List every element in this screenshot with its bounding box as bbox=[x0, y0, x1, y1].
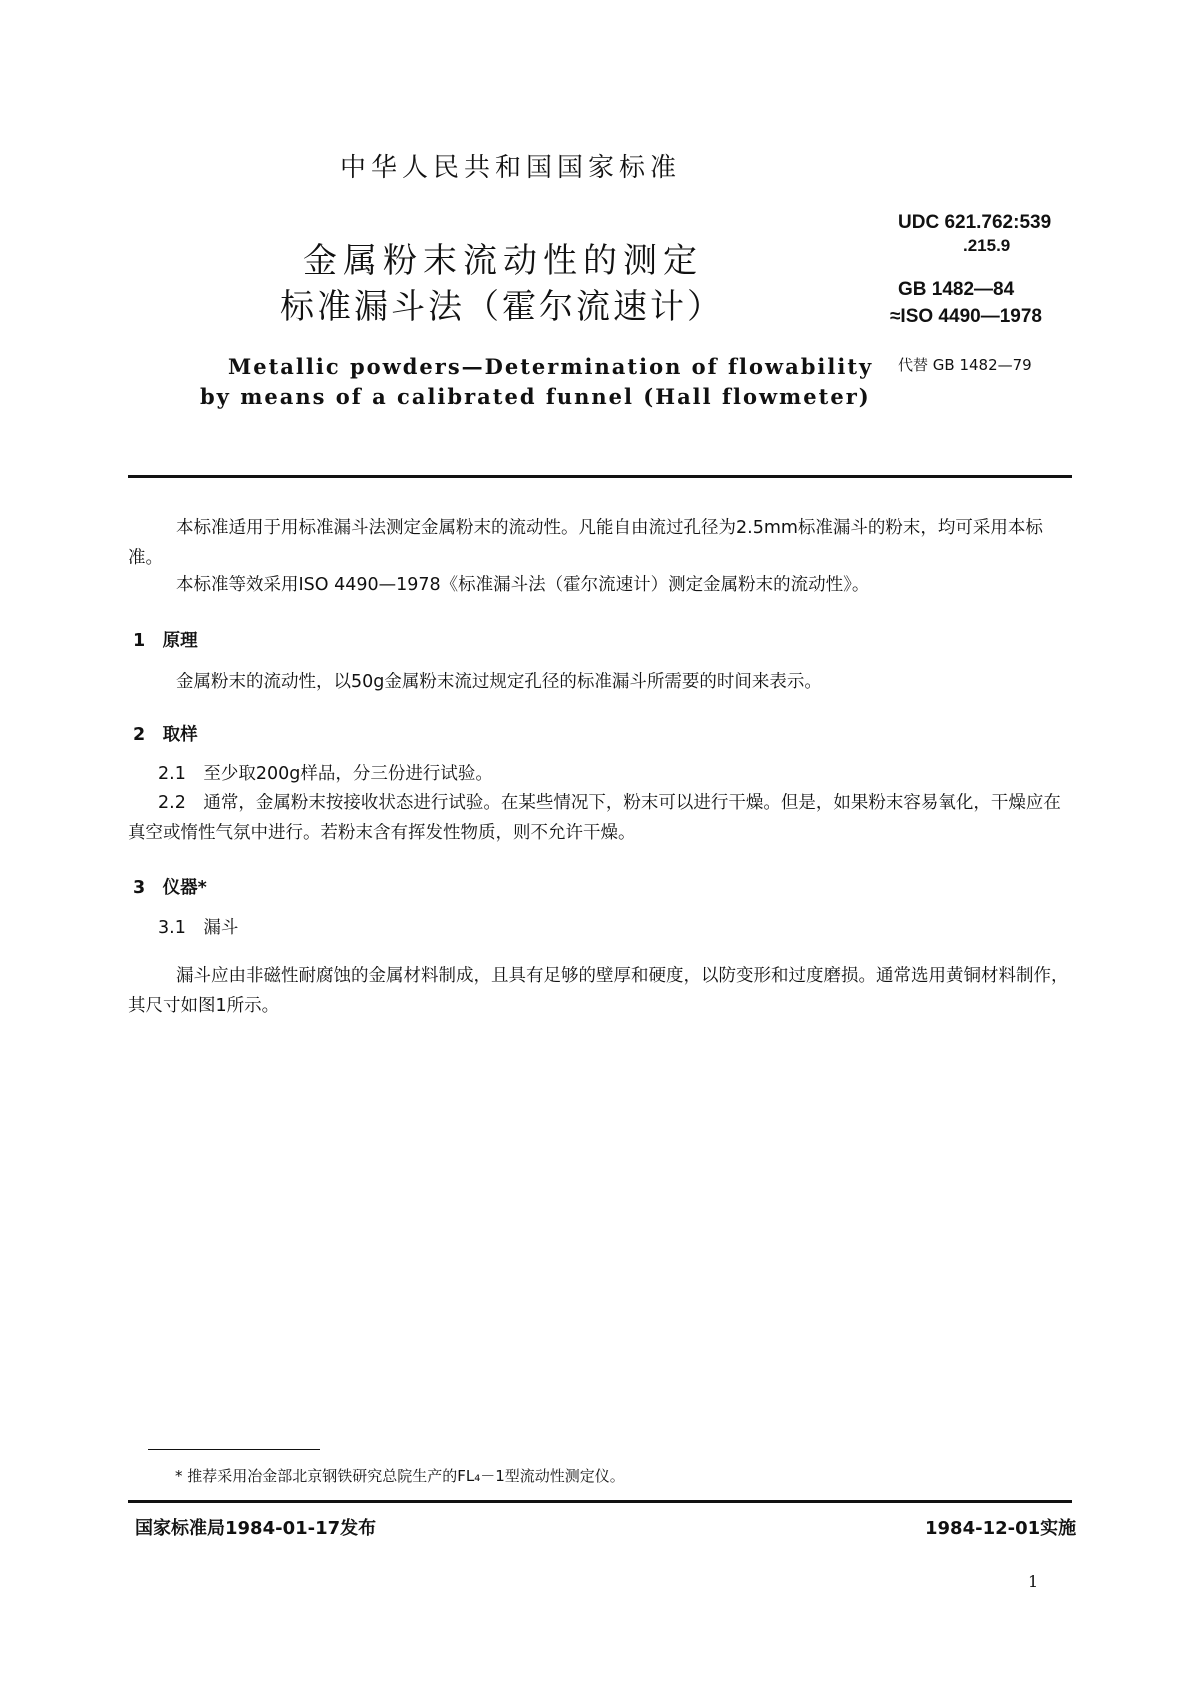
clause-3-1-text: 漏斗应由非磁性耐腐蚀的金属材料制成，且具有足够的壁厚和硬度，以防变形和过度磨损。通常选用黄铜材料制作，其尺寸如图1所示。 bbox=[128, 966, 1069, 1016]
clause-3-1: 3.1 漏斗 bbox=[158, 918, 239, 938]
section-2-heading: 2 取样 bbox=[133, 725, 198, 745]
clause-2-2: 2.2 通常，金属粉末按接收状态进行试验。在某些情况下，粉末可以进行干燥。但是，如果粉末容易氧化，干燥应在真空或惰性气氛中进行。若粉末含有挥发性物质，则不允许干燥。 bbox=[128, 793, 1061, 843]
title-english-line-2: by means of a calibrated funnel (Hall flowmeter) bbox=[200, 384, 871, 409]
section-3-heading: 3 仪器* bbox=[133, 878, 207, 898]
title-english-line-1: Metallic powders—Determination of flowability bbox=[228, 354, 874, 379]
section-1-heading: 1 原理 bbox=[133, 631, 198, 651]
effective-date: 1984-12-01实施 bbox=[925, 1518, 1077, 1539]
title-chinese-line-1: 金属粉末流动性的测定 bbox=[303, 241, 703, 281]
header-rule bbox=[128, 475, 1072, 478]
issue-date: 国家标准局1984-01-17发布 bbox=[135, 1518, 377, 1539]
clause-2-1: 2.1 至少取200g样品，分三份进行试验。 bbox=[158, 764, 493, 784]
national-standard-title: 中华人民共和国国家标准 bbox=[340, 153, 682, 183]
intro-paragraph-scope: 本标准适用于用标准漏斗法测定金属粉末的流动性。凡能自由流过孔径为2.5mm标准漏斗的粉末，均可采用本标准。 bbox=[128, 518, 1043, 568]
footnote: * 推荐采用冶金部北京钢铁研究总院生产的FL₄－1型流动性测定仪。 bbox=[175, 1467, 625, 1485]
gb-number: GB 1482—84 bbox=[898, 279, 1015, 300]
replaces-standard: 代替 GB 1482—79 bbox=[898, 356, 1032, 374]
footer-rule bbox=[128, 1500, 1072, 1503]
udc-code: UDC 621.762:539 bbox=[898, 212, 1052, 233]
title-chinese-line-2: 标准漏斗法（霍尔流速计） bbox=[280, 287, 724, 327]
page-number: 1 bbox=[1028, 1572, 1039, 1591]
iso-equivalent: ≈ISO 4490—1978 bbox=[890, 306, 1042, 327]
section-1-text: 金属粉末的流动性，以50g金属粉末流过规定孔径的标准漏斗所需要的时间来表示。 bbox=[176, 672, 822, 692]
udc-code-continued: .215.9 bbox=[963, 236, 1011, 255]
footnote-rule bbox=[148, 1449, 320, 1450]
intro-paragraph-equivalence: 本标准等效采用ISO 4490—1978《标准漏斗法（霍尔流速计）测定金属粉末的流动性》。 bbox=[176, 575, 870, 595]
